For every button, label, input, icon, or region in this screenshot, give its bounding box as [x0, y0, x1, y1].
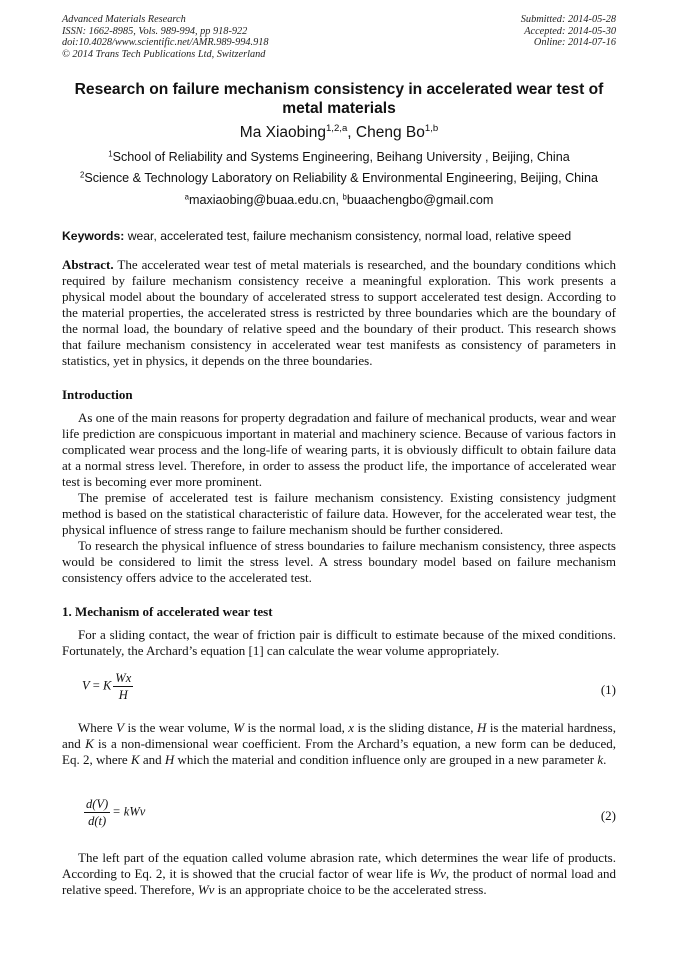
issn-line: ISSN: 1662-8985, Vols. 989-994, pp 918-922 — [62, 25, 248, 37]
author-separator: , — [347, 124, 356, 141]
eq-operator: = — [89, 678, 103, 693]
inline-variable: H — [164, 751, 175, 767]
paragraph-text: is the normal load, — [244, 720, 349, 735]
section-1-paragraph-1 — [62, 627, 616, 659]
equation-1 — [82, 670, 135, 703]
inline-variable: H — [477, 720, 487, 735]
email-link[interactable]: maxiaobing@buaa.edu.cn, — [188, 193, 343, 207]
paragraph-text: is an appropriate choice to be the accelerated stress. — [214, 881, 487, 897]
abstract-text: The accelerated wear test of metal materials is researched, and the boundary conditions which required by failure mechanism consistency receive a meaningful exploration. This work presents a physical model about the boundary of accelerated stress to support accelerated test design. According to the material properties, the accelerated stress is restricted by three boundaries which are the boundary of the normal load, the boundary of relative speed and the boundary of their product. This research shows that failure mechanism consistency in accelerated wear test manifests as consistency of parameters in statistics, yet in physics, it depends on the three boundaries. — [62, 257, 616, 368]
abstract-label: Abstract. — [62, 257, 114, 272]
introduction-heading: Introduction — [62, 387, 133, 402]
paragraph-text: For a sliding contact, the wear of friction pair is difficult to estimate because of the mixed conditions. Fortunately, the Archard’s equation [1] can calculate the wear volume appropriately. — [62, 627, 616, 658]
eq-variable: K — [102, 678, 112, 693]
paragraph-text: Where — [78, 720, 117, 735]
accepted-date: Accepted: 2014-05-30 — [524, 25, 616, 37]
inline-variable: W — [233, 720, 245, 735]
section-1-paragraph-2 — [62, 720, 616, 768]
paragraph-text: is the material hardness, and — [62, 720, 616, 751]
email-line — [62, 193, 616, 207]
eq-fraction — [113, 670, 133, 703]
paragraph-text: which the material and condition influence only are grouped in a new parameter — [174, 751, 598, 767]
affiliation-mark: 1 — [108, 149, 113, 159]
paragraph-text: is the wear volume, — [124, 720, 234, 735]
author-affiliation-mark: 1,b — [424, 123, 439, 135]
inline-variable: V — [116, 720, 125, 735]
eq-variable: V — [82, 678, 90, 693]
doi-line: doi:10.4028/www.scientific.net/AMR.989-994.918 — [62, 37, 269, 48]
affiliation-text: Science & Technology Laboratory on Reliability & Environmental Engineering, Beijing, China — [84, 171, 598, 185]
journal-name: Advanced Materials Research — [62, 14, 186, 25]
paragraph-text: is a non-dimensional wear coefficient. From the Archard’s equation, a new form can be deduced, Eq. 2, where — [62, 735, 616, 767]
eq-numerator: Wx — [115, 671, 132, 685]
equation-2-number: (2) — [600, 808, 616, 823]
author-name: Cheng Bo — [355, 124, 425, 141]
section-1-paragraph-3 — [62, 850, 616, 898]
keywords-label: Keywords: — [62, 229, 125, 243]
paragraph-text: and — [139, 751, 165, 767]
submitted-date: Submitted: 2014-05-28 — [520, 14, 616, 25]
eq-rhs: = kWv — [112, 804, 146, 819]
equation-1-number: (1) — [600, 682, 616, 697]
eq-numerator: d(V) — [86, 797, 109, 811]
paragraph-text: As one of the main reasons for property degradation and failure of mechanical products, wear and wear life prediction are conspicuous important in material and machinery science. Because of various factors in complicated wear process and the long-life of wearing parts, it is obviously difficult to obtain failure data at a normal stress level. Therefore, in order to assess the product life, the importance of accelerated wear test is becoming ever more prominent. — [62, 410, 616, 489]
keywords-line — [62, 229, 622, 243]
eq-denominator: d(t) — [88, 814, 107, 828]
author-name: Ma Xiaobing — [239, 124, 326, 141]
eq-fraction — [84, 796, 110, 829]
copyright-line: © 2014 Trans Tech Publications Ltd, Switzerland — [62, 48, 266, 60]
equation-2 — [82, 796, 145, 829]
abstract-paragraph — [62, 257, 616, 369]
email-mark: b — [342, 192, 347, 202]
author-line — [62, 124, 616, 142]
section-1-heading: 1. Mechanism of accelerated wear test — [62, 604, 273, 619]
paragraph-text: , the product of normal load and relative speed. Therefore, — [62, 865, 616, 897]
inline-variable: K — [130, 751, 140, 767]
paragraph-text: is the sliding distance, — [354, 720, 477, 735]
intro-paragraph-1 — [62, 410, 616, 490]
affiliation-1 — [62, 150, 616, 164]
paragraph-text: The premise of accelerated test is failure mechanism consistency. Existing consistency judgment method is based on the statistical characteristic of failure data. However, for the accelerated wear test, the physical influence of stress range to failure mechanism should be further considered. — [62, 490, 616, 537]
intro-paragraph-2 — [62, 490, 616, 538]
intro-paragraph-3 — [62, 538, 616, 586]
affiliation-2 — [62, 171, 616, 185]
inline-variable: Wv — [429, 865, 446, 881]
paragraph-text: To research the physical influence of stress boundaries to failure mechanism consistency, three aspects would be considered to limit the stress level. A stress boundary model based on failure mechanism consistency offers advice to the accelerated test. — [62, 538, 616, 585]
journal-header — [62, 14, 269, 60]
dates-header — [521, 14, 616, 49]
email-link[interactable]: buaachengbo@gmail.com — [346, 193, 494, 207]
keywords-text: wear, accelerated test, failure mechanism consistency, normal load, relative speed — [124, 229, 572, 243]
inline-variable: Wv — [197, 881, 215, 897]
inline-variable: x — [348, 720, 355, 735]
email-mark: a — [184, 192, 189, 202]
affiliation-text: School of Reliability and Systems Engineering, Beihang University , Beijing, China — [112, 150, 570, 164]
affiliation-mark: 2 — [80, 170, 85, 180]
inline-variable: K — [85, 735, 94, 751]
paragraph-text: The left part of the equation called volume abrasion rate, which determines the wear life of products. According to Eq. 2, it is showed that the crucial factor of wear life is — [62, 850, 616, 881]
author-affiliation-mark: 1,2,a — [325, 123, 348, 135]
online-date: Online: 2014-07-16 — [533, 37, 616, 48]
paper-title: Research on failure mechanism consistency in accelerated wear test of metal materials — [74, 81, 604, 117]
eq-denominator: H — [118, 688, 128, 702]
paragraph-text: . — [603, 751, 607, 767]
inline-variable: k — [597, 751, 604, 767]
